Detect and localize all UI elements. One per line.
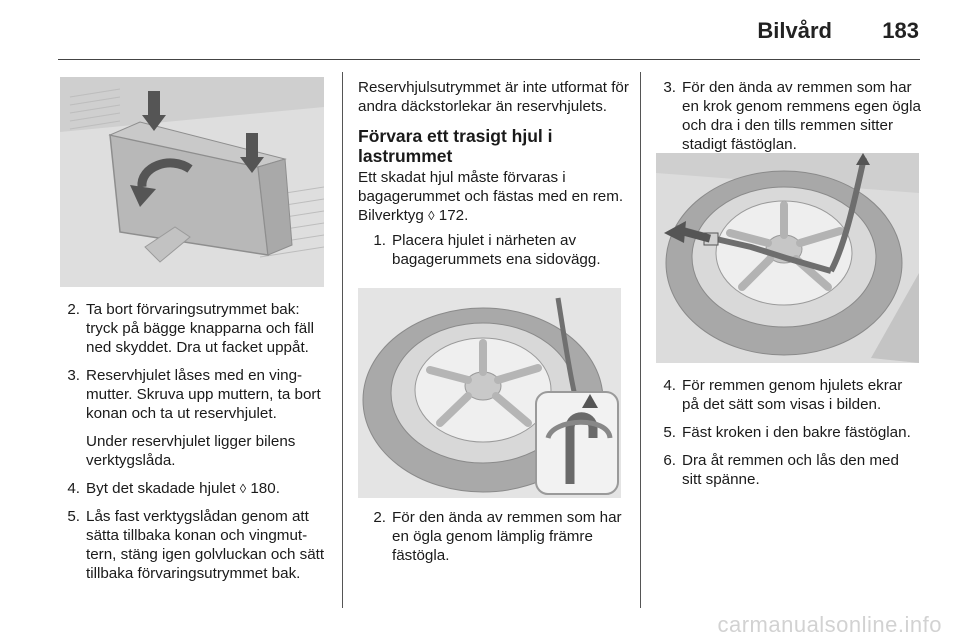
intro-text: Reservhjulsutrymmet är inte utformat för andra däckstorlekar än reservhjulets. [358, 79, 629, 115]
column-divider-2 [640, 72, 641, 608]
list-text: Byt det skadade hjulet ◊ 180. [86, 480, 280, 497]
page-reference[interactable]: 172. [438, 207, 469, 224]
list-item [62, 300, 332, 357]
list-text: Placera hjulet i närheten av bagagerummets ena sidovägg. [392, 232, 601, 268]
paragraph-text: Ett skadat hjul måste förvaras i bagagerummet och fästas med en rem. Bilverktyg ◊ 172. [358, 169, 624, 224]
section-title: Bilvård [757, 18, 832, 43]
page-reference-icon: ◊ [239, 481, 247, 496]
list-number: 6. [663, 452, 676, 469]
page-reference[interactable]: 180. [250, 480, 280, 497]
list-item [62, 507, 332, 583]
section-subheading: Förvara ett trasigt hjul i lastrummet [358, 126, 553, 166]
list-number: 3. [663, 79, 676, 96]
list-text: För den ända av remmen som har en ögla genom lämplig främre fästögla. [392, 509, 622, 564]
list-item [658, 78, 922, 154]
list-number: 5. [663, 424, 676, 441]
storage-compartment-figure [60, 77, 324, 287]
list-text: För remmen genom hjulets ekrar på det sätt som visas i bilden. [682, 377, 903, 413]
wheel-loop-figure [358, 288, 621, 498]
list-item [62, 366, 332, 423]
page-number: 183 [882, 18, 919, 43]
list-item [368, 508, 630, 565]
list-item [62, 479, 332, 498]
list-number: 4. [67, 480, 80, 497]
column-3-bottom [658, 376, 922, 498]
column-1 [62, 300, 332, 592]
list-item [658, 423, 922, 442]
list-item [658, 451, 922, 489]
list-text: Reservhjulet låses med en vingmutter. Skruva upp muttern, ta bort konan och ta ut reservhjulet. [86, 367, 321, 422]
column-2 [358, 78, 630, 278]
page-reference-icon: ◊ [428, 208, 435, 223]
list-item [368, 231, 630, 269]
list-number: 4. [663, 377, 676, 394]
list-text: Fäst kroken i den bakre fästöglan. [682, 424, 911, 441]
watermark: carmanualsonline.info [717, 612, 942, 637]
list-item-note [62, 432, 332, 470]
list-number: 2. [373, 509, 386, 526]
wheel-strap-figure [656, 153, 919, 363]
list-text: Under reservhjulet ligger bilens verktygslåda. [86, 433, 296, 469]
list-text: För den ända av remmen som har en krok genom remmens egen ögla och dra i den tills remmen sitter stadigt fästöglan. [682, 79, 921, 153]
list-number: 1. [373, 232, 386, 249]
list-number: 3. [67, 367, 80, 384]
list-text: Dra åt remmen och lås den med sitt spänne. [682, 452, 899, 488]
list-item [658, 376, 922, 414]
list-number: 2. [67, 301, 80, 318]
column-3 [658, 78, 922, 163]
column-divider-1 [342, 72, 343, 608]
header-divider [58, 59, 920, 60]
list-text: Lås fast verktygslådan genom att sätta tillbaka konan och vingmuttern, stäng igen golvluckan och sätt tillbaka förvaringsutrymmet bak. [86, 508, 325, 582]
column-2-bottom [368, 508, 630, 574]
list-number: 5. [67, 508, 80, 525]
list-text: Ta bort förvaringsutrymmet bak: tryck på bägge knapparna och fäll ned skyddet. Dra ut facket uppåt. [86, 301, 314, 356]
